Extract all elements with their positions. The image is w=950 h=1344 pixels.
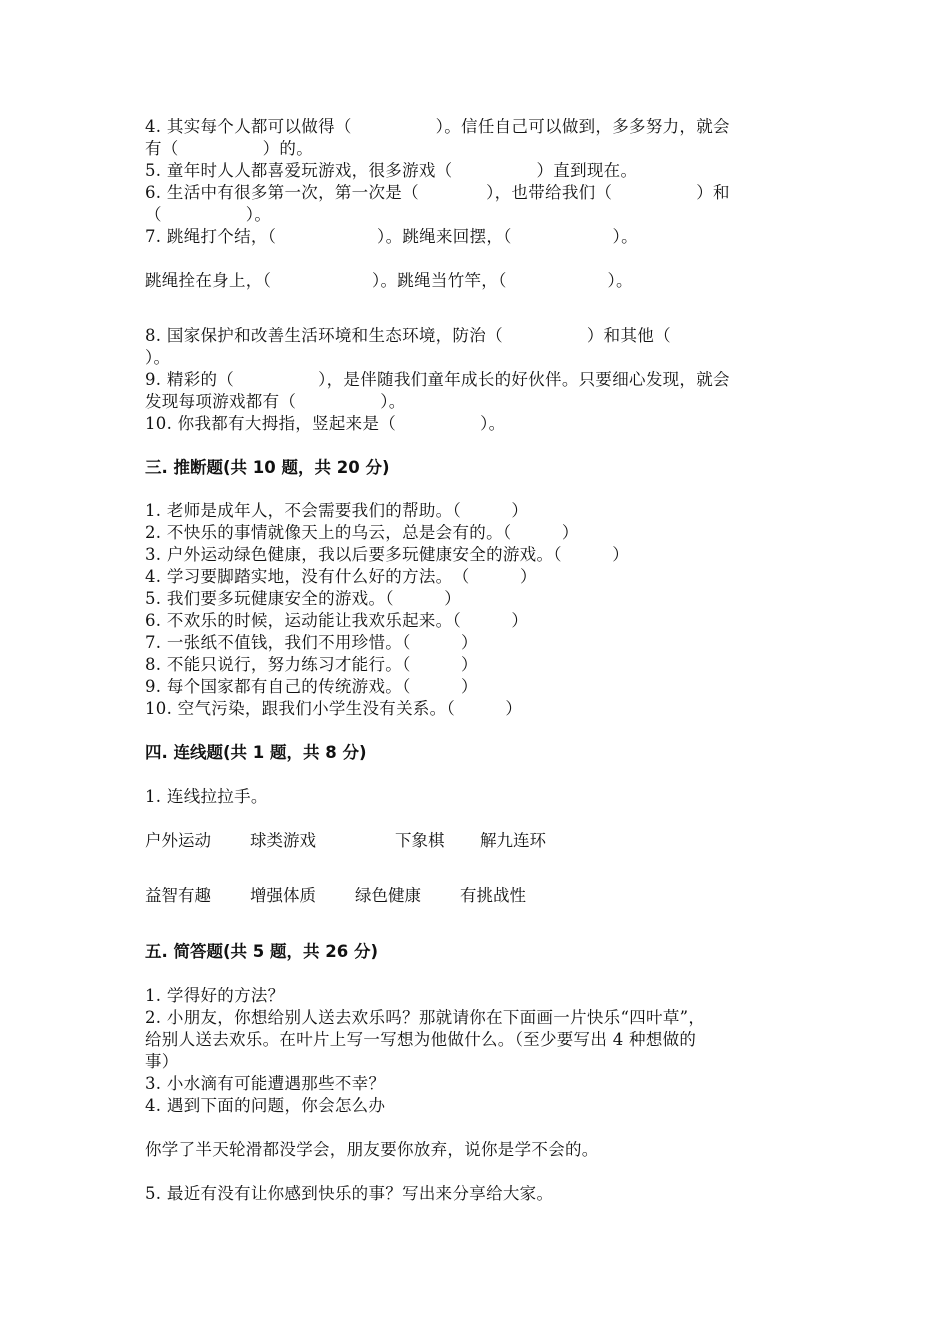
q8-line2: ）。 bbox=[145, 348, 171, 367]
q6-line2: （ ）。 bbox=[145, 205, 272, 224]
match-top-4: 解九连环 bbox=[480, 831, 546, 850]
q4-line1: 4. 其实每个人都可以做得（ ）。信任自己可以做到，多多努力，就会 bbox=[145, 117, 730, 136]
section3-item-6: 6. 不欢乐的时候，运动能让我欢乐起来。（ ） bbox=[145, 611, 529, 630]
section3-item-9: 9. 每个国家都有自己的传统游戏。（ ） bbox=[145, 677, 478, 696]
section3-item-1: 1. 老师是成年人，不会需要我们的帮助。（ ） bbox=[145, 501, 529, 520]
section5-q4-scenario: 你学了半天轮滑都没学会，朋友要你放弃，说你是学不会的。 bbox=[145, 1140, 599, 1159]
section3-title: 三. 推断题(共 10 题，共 20 分) bbox=[145, 458, 390, 477]
match-bottom-1: 益智有趣 bbox=[145, 886, 211, 905]
section5-q4: 4. 遇到下面的问题，你会怎么办 bbox=[145, 1096, 386, 1115]
match-top-3: 下象棋 bbox=[395, 831, 445, 850]
section3-item-5: 5. 我们要多玩健康安全的游戏。（ ） bbox=[145, 589, 462, 608]
q9-line2: 发现每项游戏都有（ ）。 bbox=[145, 392, 406, 411]
section5-q5: 5. 最近有没有让你感到快乐的事？写出来分享给大家。 bbox=[145, 1184, 554, 1203]
match-bottom-2: 增强体质 bbox=[250, 886, 316, 905]
section3-item-3: 3. 户外运动绿色健康，我以后要多玩健康安全的游戏。（ ） bbox=[145, 545, 630, 564]
q10-text: 10. 你我都有大拇指，竖起来是（ ）。 bbox=[145, 414, 506, 433]
section3-item-10: 10. 空气污染，跟我们小学生没有关系。（ ） bbox=[145, 699, 523, 718]
section3-item-7: 7. 一张纸不值钱，我们不用珍惜。（ ） bbox=[145, 633, 478, 652]
q5-text: 5. 童年时人人都喜爱玩游戏，很多游戏（ ）直到现在。 bbox=[145, 161, 638, 180]
q4-line2: 有（ ）的。 bbox=[145, 139, 313, 158]
match-top-1: 户外运动 bbox=[145, 831, 211, 850]
match-bottom-4: 有挑战性 bbox=[460, 886, 526, 905]
section5-title: 五. 简答题(共 5 题，共 26 分) bbox=[145, 942, 379, 961]
section5-q2-line2: 给别人送去欢乐。在叶片上写一写想为他做什么。（至少要写出 4 种想做的 bbox=[145, 1030, 697, 1049]
section5-q3: 3. 小水滴有可能遭遇那些不幸？ bbox=[145, 1074, 386, 1093]
match-top-2: 球类游戏 bbox=[250, 831, 316, 850]
section4-title: 四. 连线题(共 1 题，共 8 分) bbox=[145, 743, 367, 762]
q9-line1: 9. 精彩的（ ），是伴随我们童年成长的好伙伴。只要细心发现，就会 bbox=[145, 370, 730, 389]
section5-q2-line1: 2. 小朋友，你想给别人送去欢乐吗？那就请你在下面画一片快乐“四叶草”， bbox=[145, 1008, 706, 1027]
section3-item-2: 2. 不快乐的事情就像天上的乌云，总是会有的。（ ） bbox=[145, 523, 579, 542]
q7-line1: 7. 跳绳打个结，（ ）。跳绳来回摆，（ ）。 bbox=[145, 227, 638, 246]
match-bottom-3: 绿色健康 bbox=[355, 886, 421, 905]
q7-line2: 跳绳拴在身上，（ ）。跳绳当竹竿，（ ）。 bbox=[145, 271, 633, 290]
section3-item-8: 8. 不能只说行，努力练习才能行。（ ） bbox=[145, 655, 478, 674]
section5-q1: 1. 学得好的方法？ bbox=[145, 986, 285, 1005]
section4-question: 1. 连线拉拉手。 bbox=[145, 787, 268, 806]
section5-q2-line3: 事） bbox=[145, 1052, 179, 1071]
q8-line1: 8. 国家保护和改善生活环境和生态环境，防治（ ）和其他（ bbox=[145, 326, 671, 345]
section3-item-4: 4. 学习要脚踏实地，没有什么好的方法。 （ ） bbox=[145, 567, 537, 586]
q6-line1: 6. 生活中有很多第一次，第一次是（ ），也带给我们（ ）和 bbox=[145, 183, 730, 202]
